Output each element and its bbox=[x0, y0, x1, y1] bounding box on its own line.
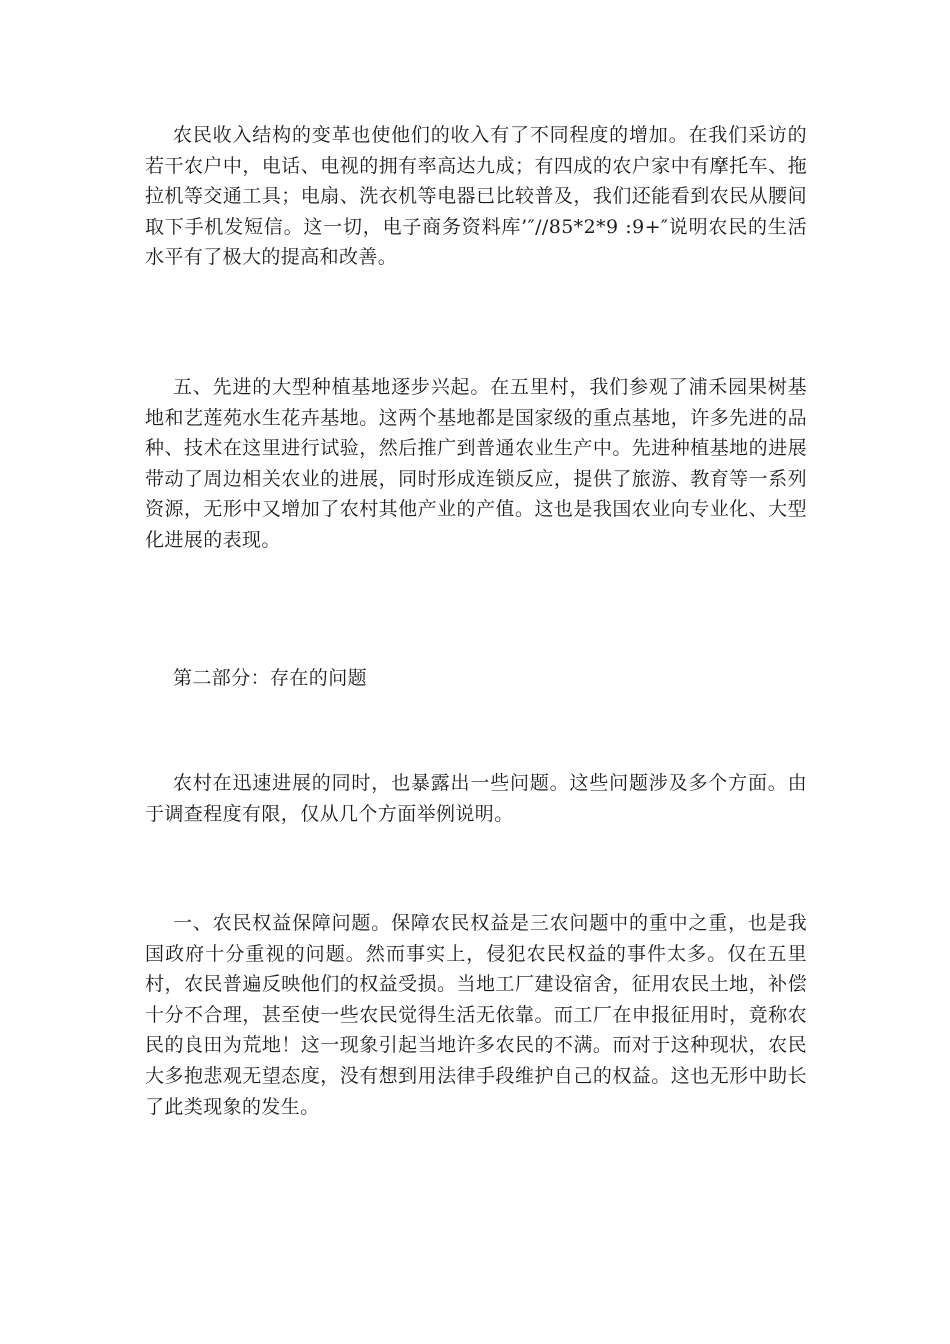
paragraph-planting-bases: 五、先进的大型种植基地逐步兴起。在五里村，我们参观了浦禾园果树基地和艺莲苑水生花卉基地。这两个基地都是国家级的重点基地，许多先进的品种、技术在这里进行试验，然后推广到普通农业生产中。先进种植基地的进展带动了周边相关农业的进展，同时形成连锁反应，提供了旅游、教育等一系列资源，无形中又增加了农村其他产业的产值。这也是我国农业向专业化、大型化进展的表现。 bbox=[145, 376, 807, 551]
paragraph-problems-intro: 农村在迅速进展的同时，也暴露出一些问题。这些问题涉及多个方面。由于调查程度有限，仅从几个方面举例说明。 bbox=[145, 772, 807, 825]
section-heading: 第二部分：存在的问题 bbox=[173, 667, 368, 689]
paragraph-income-structure: 农民收入结构的变革也使他们的收入有了不同程度的增加。在我们采访的若干农户中，电话、电视的拥有率高达九成；有四成的农户家中有摩托车、拖拉机等交通工具；电扇、洗衣机等电器已比较普及，我们还能看到农民从腰间取下手机发短信。这一切，电子商务资料库’″//85*2*9 :9+″说明农民的生活水平有了极大的提高和改善。 bbox=[145, 124, 807, 269]
paragraph-farmer-rights: 一、农民权益保障问题。保障农民权益是三农问题中的重中之重，也是我国政府十分重视的问题。然而事实上，侵犯农民权益的事件太多。仅在五里村，农民普遍反映他们的权益受损。当地工厂建设宿舍，征用农民土地，补偿十分不合理，甚至使一些农民觉得生活无依靠。而工厂在申报征用时，竟称农民的良田为荒地！这一现象引起当地许多农民的不满。而对于这种现状，农民大多抱悲观无望态度，没有想到用法律手段维护自己的权益。这也无形中助长了此类现象的发生。 bbox=[145, 912, 807, 1118]
